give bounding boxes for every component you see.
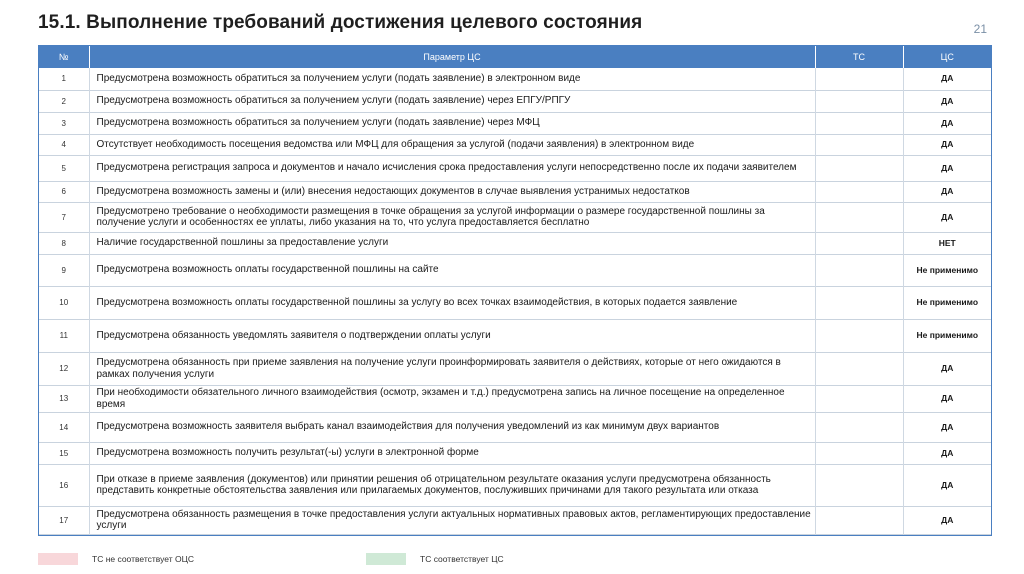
row-parameter: Предусмотрена возможность получить результат(-ы) услуги в электронной форме	[89, 442, 815, 464]
row-cs-value: ДА	[903, 506, 991, 534]
table-row	[39, 181, 991, 202]
row-parameter: Предусмотрена возможность замены и (или) внесения недостающих документов в случае выявления устранимых недостатков	[89, 181, 815, 202]
row-ts-value	[815, 134, 903, 155]
row-parameter: Наличие государственной пошлины за предоставление услуги	[89, 232, 815, 254]
legend-item-match	[366, 553, 504, 565]
row-ts-value	[815, 319, 903, 352]
row-ts-value	[815, 68, 903, 90]
row-cs-value: ДА	[903, 412, 991, 442]
row-ts-value	[815, 385, 903, 412]
row-cs-value: ДА	[903, 464, 991, 506]
row-parameter: Предусмотрена возможность оплаты государственной пошлины за услугу во всех точках взаимодействия, в которых подается заявление	[89, 286, 815, 319]
table-row	[39, 506, 991, 534]
table-row	[39, 134, 991, 155]
row-parameter: Предусмотрена возможность обратиться за получением услуги (подать заявление) через МФЦ	[89, 112, 815, 134]
row-number: 3	[61, 118, 66, 128]
row-parameter: При отказе в приеме заявления (документов) или принятии решения об отрицательном результате оказания услуги предусмотрена обязанность представить конкретные обстоятельства заявления или прилагаемых документов, послуживших причинами для такого результата или отказа	[89, 464, 815, 506]
row-ts-value	[815, 90, 903, 112]
row-number: 10	[59, 298, 69, 307]
row-parameter: Предусмотрена возможность обратиться за получением услуги (подать заявление) в электронном виде	[89, 68, 815, 90]
row-number: 17	[59, 515, 69, 525]
legend-label-mismatch: ТС не соответствует ОЦС	[92, 554, 195, 564]
row-parameter: Предусмотрена обязанность уведомлять заявителя о подтверждении оплаты услуги	[89, 319, 815, 352]
legend-swatch-green	[366, 553, 406, 565]
row-ts-value	[815, 155, 903, 181]
table-row	[39, 112, 991, 134]
table-row	[39, 412, 991, 442]
row-parameter: Предусмотрена обязанность размещения в точке предоставления услуги актуальных нормативных правовых актов, регламентирующих предоставление услуги	[89, 506, 815, 534]
row-ts-value	[815, 442, 903, 464]
row-cs-value: ДА	[903, 68, 991, 90]
requirements-table	[38, 45, 992, 536]
legend-swatch-red	[38, 553, 78, 565]
row-parameter: Отсутствует необходимость посещения ведомства или МФЦ для обращения за услугой (подачи заявления) в электронном виде	[89, 134, 815, 155]
row-parameter: Предусмотрена возможность обратиться за получением услуги (подать заявление) через ЕПГУ/РПГУ	[89, 90, 815, 112]
header-cs: ЦС	[903, 46, 991, 68]
row-cs-value: ДА	[903, 112, 991, 134]
row-parameter: Предусмотрено требование о необходимости размещения в точке обращения за услугой информации о размере государственной пошлины за получение услуги и особенностях ее уплаты, либо указания на то, что услуга предоставляется бесплатно	[89, 202, 815, 232]
row-cs-value: НЕТ	[903, 232, 991, 254]
row-number: 4	[61, 140, 66, 149]
header-param: Параметр ЦС	[89, 46, 815, 68]
table-row	[39, 90, 991, 112]
row-ts-value	[815, 181, 903, 202]
row-cs-value: ДА	[903, 155, 991, 181]
row-ts-value	[815, 412, 903, 442]
row-parameter: Предусмотрена возможность заявителя выбрать канал взаимодействия для получения уведомлений из как минимум двух вариантов	[89, 412, 815, 442]
table-row	[39, 352, 991, 385]
table-row	[39, 442, 991, 464]
table-row	[39, 319, 991, 352]
row-number: 6	[61, 187, 66, 196]
row-number: 8	[61, 238, 66, 248]
row-number: 16	[59, 480, 69, 490]
legend-item-mismatch	[38, 553, 194, 565]
table-header-row	[39, 46, 991, 68]
row-ts-value	[815, 254, 903, 286]
row-parameter: Предусмотрена возможность оплаты государственной пошлины на сайте	[89, 254, 815, 286]
table-row	[39, 385, 991, 412]
row-ts-value	[815, 232, 903, 254]
row-ts-value	[815, 112, 903, 134]
row-ts-value	[815, 352, 903, 385]
table-row	[39, 155, 991, 181]
row-cs-value: ДА	[903, 90, 991, 112]
table-row	[39, 286, 991, 319]
row-number: 15	[59, 448, 69, 458]
row-number: 13	[59, 394, 69, 403]
header-num: №	[39, 46, 89, 68]
row-ts-value	[815, 202, 903, 232]
slide-title: 15.1. Выполнение требований достижения целевого состояния	[38, 12, 643, 33]
row-cs-value: ДА	[903, 202, 991, 232]
row-number: 9	[61, 265, 66, 275]
row-cs-value: ДА	[903, 385, 991, 412]
legend-label-match: ТС соответствует ЦС	[420, 554, 504, 564]
row-ts-value	[815, 464, 903, 506]
row-cs-value: Не применимо	[903, 319, 991, 352]
row-cs-value: Не применимо	[903, 286, 991, 319]
row-ts-value	[815, 286, 903, 319]
row-number: 12	[59, 364, 69, 373]
row-number: 7	[61, 212, 66, 222]
row-cs-value: ДА	[903, 134, 991, 155]
table-row	[39, 68, 991, 90]
table-row	[39, 202, 991, 232]
row-parameter: Предусмотрена обязанность при приеме заявления на получение услуги проинформировать заявителя о действиях, которые от него ожидаются в рамках получения услуги	[89, 352, 815, 385]
table-row	[39, 232, 991, 254]
row-cs-value: Не применимо	[903, 254, 991, 286]
row-number: 5	[61, 163, 66, 173]
table-row	[39, 464, 991, 506]
row-number: 11	[59, 331, 68, 340]
row-parameter: При необходимости обязательного личного взаимодействия (осмотр, экзамен и т.д.) предусмотрена запись на личное посещение на определенное время	[89, 385, 815, 412]
row-number: 14	[59, 422, 69, 432]
row-cs-value: ДА	[903, 181, 991, 202]
row-cs-value: ДА	[903, 442, 991, 464]
row-number: 2	[61, 96, 66, 106]
row-ts-value	[815, 506, 903, 534]
row-parameter: Предусмотрена регистрация запроса и документов и начало исчисления срока предоставления услуги непосредственно после их подачи заявителем	[89, 155, 815, 181]
table-body	[39, 68, 991, 534]
table-row	[39, 254, 991, 286]
page-number: 21	[973, 22, 987, 36]
header-ts: ТС	[815, 46, 903, 68]
row-cs-value: ДА	[903, 352, 991, 385]
row-number: 1	[61, 74, 66, 84]
